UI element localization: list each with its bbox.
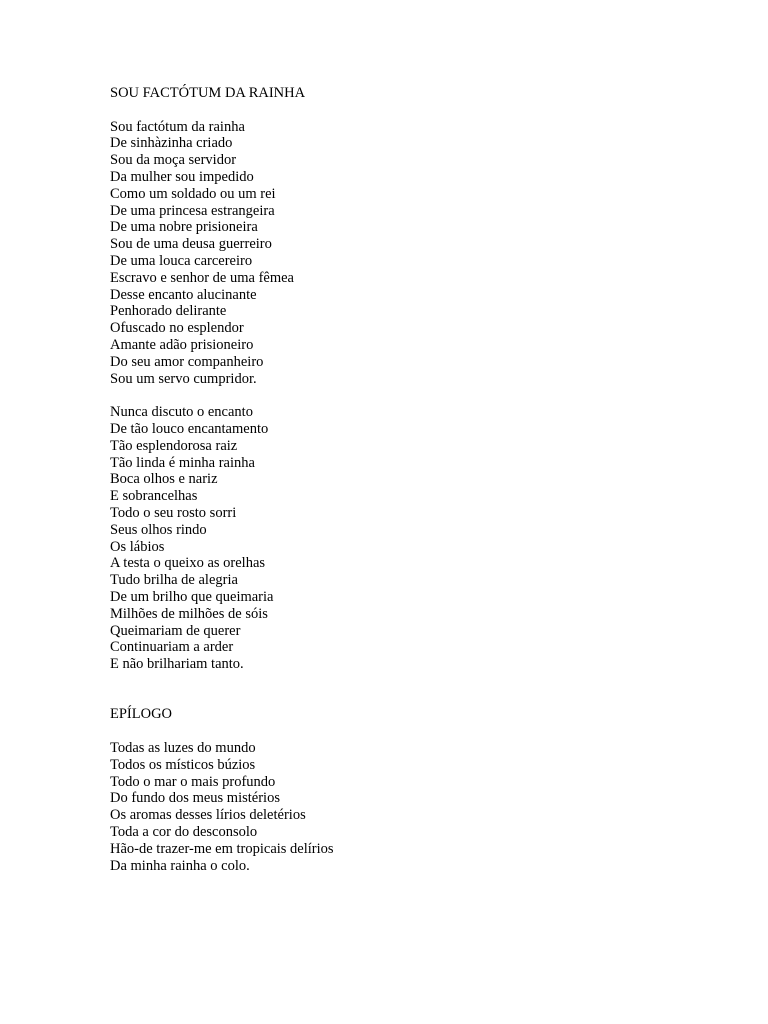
- verse-line: Sou de uma deusa guerreiro: [110, 236, 272, 253]
- verse-line: Os lábios: [110, 538, 165, 555]
- epilogue-title: EPÍLOGO: [110, 706, 173, 723]
- verse-line: De um brilho que queimaria: [110, 588, 274, 605]
- verse-line: Da mulher sou impedido: [110, 168, 254, 185]
- verse-line: Do fundo dos meus mistérios: [110, 790, 280, 807]
- verse-line: Penhorado delirante: [110, 303, 227, 320]
- verse-line: Todas as luzes do mundo: [110, 740, 256, 757]
- verse-line: Hão-de trazer-me em tropicais delírios: [110, 840, 334, 857]
- verse-line: De uma nobre prisioneira: [110, 219, 258, 236]
- verse-line: Sou um servo cumpridor.: [110, 370, 257, 387]
- verse-line: Milhões de milhões de sóis: [110, 605, 268, 622]
- section-gap: [110, 673, 710, 707]
- verse-line: Escravo e senhor de uma fêmea: [110, 269, 294, 286]
- verse-line: Todo o mar o mais profundo: [110, 773, 276, 790]
- verse-line: Da minha rainha o colo.: [110, 857, 250, 874]
- verse-line: Queimariam de querer: [110, 622, 241, 639]
- verse-line: Ofuscado no esplendor: [110, 320, 244, 337]
- verse-line: Do seu amor companheiro: [110, 353, 264, 370]
- verse-line: Tudo brilha de alegria: [110, 572, 238, 589]
- verse-line: Todo o seu rosto sorri: [110, 504, 237, 521]
- verse-line: Boca olhos e nariz: [110, 471, 218, 488]
- stanza-3: [110, 740, 710, 874]
- stanza-gap: [110, 102, 710, 119]
- verse-line: Tão linda é minha rainha: [110, 454, 255, 471]
- verse-line: Seus olhos rindo: [110, 521, 207, 538]
- verse-line: Toda a cor do desconsolo: [110, 824, 258, 841]
- verse-line: Desse encanto alucinante: [110, 286, 257, 303]
- verse-line: Todos os místicos búzios: [110, 756, 256, 773]
- verse-line: E sobrancelhas: [110, 488, 198, 505]
- verse-line: De tão louco encantamento: [110, 420, 269, 437]
- stanza-1: [110, 119, 710, 388]
- verse-line: Tão esplendorosa raiz: [110, 437, 238, 454]
- verse-line: De uma princesa estrangeira: [110, 202, 275, 219]
- verse-line: A testa o queixo as orelhas: [110, 555, 266, 572]
- verse-line: Continuariam a arder: [110, 639, 234, 656]
- verse-line: De sinhàzinha criado: [110, 135, 233, 152]
- document-page: [110, 85, 710, 874]
- verse-line: Nunca discuto o encanto: [110, 404, 253, 421]
- verse-line: Como um soldado ou um rei: [110, 185, 276, 202]
- stanza-gap: [110, 387, 710, 404]
- verse-line: Os aromas desses lírios deletérios: [110, 807, 306, 824]
- verse-line: De uma louca carcereiro: [110, 252, 253, 269]
- verse-line: E não brilhariam tanto.: [110, 656, 244, 673]
- poem-title: SOU FACTÓTUM DA RAINHA: [110, 85, 306, 101]
- verse-line: Sou da moça servidor: [110, 152, 237, 169]
- stanza-2: [110, 404, 710, 673]
- stanza-gap: [110, 723, 710, 740]
- verse-line: Amante adão prisioneiro: [110, 336, 254, 353]
- verse-line: Sou factótum da rainha: [110, 118, 245, 135]
